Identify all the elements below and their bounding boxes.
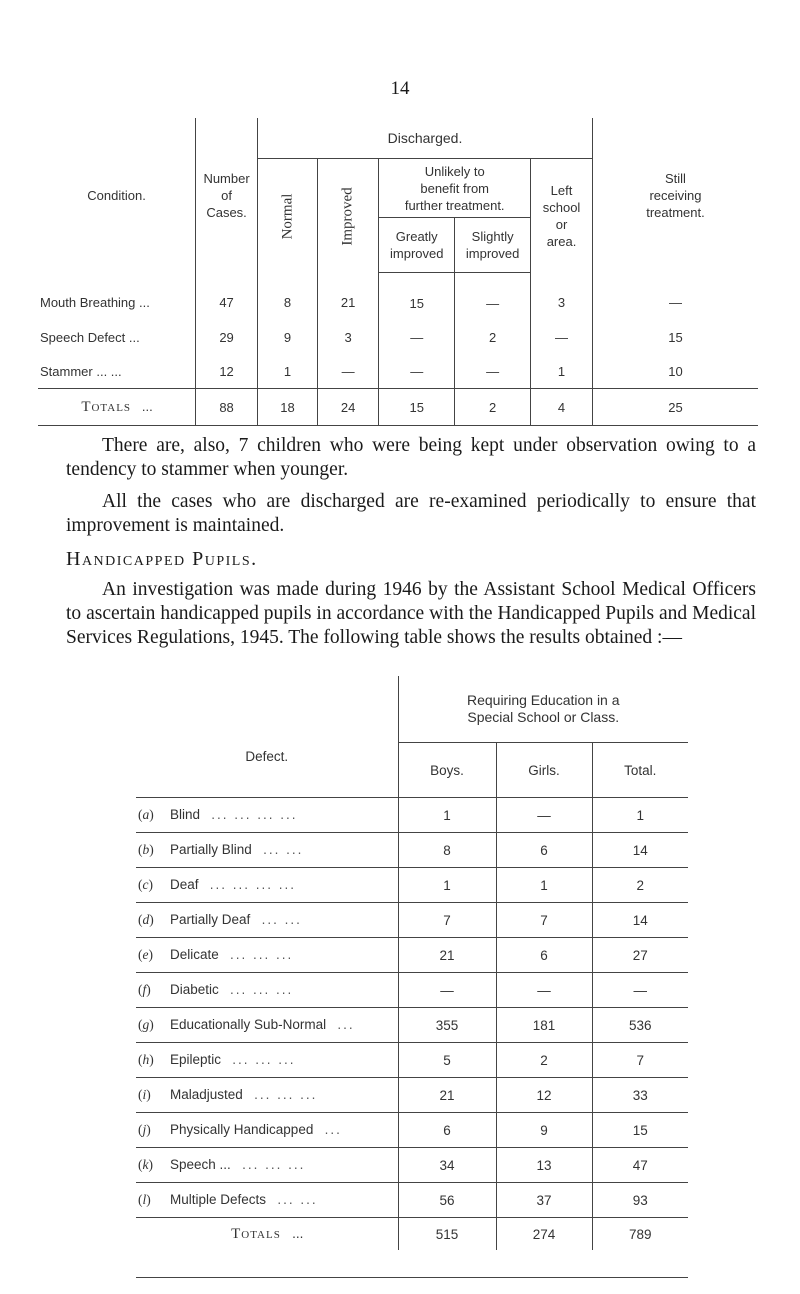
total-cell: 33: [592, 1078, 688, 1113]
table-row: (k) Speech ... ... ... ... 34 13 47: [136, 1148, 688, 1183]
defect-label: Speech ...: [170, 1157, 231, 1172]
defect-label: Diabetic: [170, 982, 219, 997]
boys-cell: 1: [398, 798, 496, 833]
boys-cell: 21: [398, 1078, 496, 1113]
girls-cell: 13: [496, 1148, 592, 1183]
defect-label: Partially Deaf: [170, 912, 251, 927]
totals-row: Totals ... 515 274 789: [136, 1218, 688, 1251]
handicapped-pupils-table: [136, 676, 688, 1250]
defect-label: Epileptic: [170, 1052, 222, 1067]
defect-label: Multiple Defects: [170, 1192, 267, 1207]
table-row: (h) Epileptic ... ... ... 5 2 7: [136, 1043, 688, 1078]
still-receiving-header: Still receiving treatment.: [592, 118, 758, 273]
improved-header: Improved: [317, 159, 378, 273]
total-cell: 14: [592, 833, 688, 868]
requiring-education-header: Requiring Education in a Special School or Class.: [398, 676, 688, 743]
greatly-improved-header: Greatly improved: [379, 218, 455, 273]
boys-cell: 34: [398, 1148, 496, 1183]
table-row: (l) Multiple Defects ... ... 56 37 93: [136, 1183, 688, 1218]
total-cell: 15: [592, 1113, 688, 1148]
girls-cell: 12: [496, 1078, 592, 1113]
observation-paragraph: There are, also, 7 children who were being kept under observation owing to a tendency to stammer when younger.: [66, 435, 756, 480]
boys-cell: —: [398, 973, 496, 1008]
boys-cell: 355: [398, 1008, 496, 1043]
reexamined-paragraph: All the cases who are discharged are re-examined periodically to ensure that improvement is maintained.: [66, 491, 756, 536]
table-row: (i) Maladjusted ... ... ... 21 12 33: [136, 1078, 688, 1113]
totals-row: Totals ... 88 18 24 15 2 4 25: [38, 389, 758, 426]
girls-cell: —: [496, 973, 592, 1008]
girls-cell: 37: [496, 1183, 592, 1218]
boys-cell: 5: [398, 1043, 496, 1078]
defect-label: Maladjusted: [170, 1087, 243, 1102]
defect-label: Partially Blind: [170, 842, 252, 857]
table-row: (a) Blind ... ... ... ... 1 — 1: [136, 798, 688, 833]
girls-cell: 2: [496, 1043, 592, 1078]
total-cell: 47: [592, 1148, 688, 1183]
slightly-improved-header: Slightly improved: [455, 218, 531, 273]
defect-label: Delicate: [170, 947, 219, 962]
girls-cell: 9: [496, 1113, 592, 1148]
total-cell: 2: [592, 868, 688, 903]
girls-cell: —: [496, 798, 592, 833]
defect-label: Deaf: [170, 877, 199, 892]
total-cell: 27: [592, 938, 688, 973]
total-cell: 1: [592, 798, 688, 833]
defect-label: Physically Handicapped: [170, 1122, 314, 1137]
defect-label: Educationally Sub-Normal: [170, 1017, 327, 1032]
girls-header: Girls.: [496, 743, 592, 798]
investigation-paragraph: An investigation was made during 1946 by the Assistant School Medical Officers to ascertain handicapped pupils in accordance with the Handicapped Pupils and Medical Services Regulations, 1945. The following table shows the results obtained :—: [66, 579, 756, 648]
total-cell: —: [592, 973, 688, 1008]
girls-cell: 6: [496, 938, 592, 973]
condition-header: Condition.: [87, 187, 146, 203]
table-row: (c) Deaf ... ... ... ... 1 1 2: [136, 868, 688, 903]
table-row: (f) Diabetic ... ... ... — — —: [136, 973, 688, 1008]
total-header: Total.: [592, 743, 688, 798]
total-cell: 536: [592, 1008, 688, 1043]
discharged-header: Discharged.: [258, 118, 593, 159]
defect-header: Defect.: [136, 676, 398, 798]
table-row: (d) Partially Deaf ... ... 7 7 14: [136, 903, 688, 938]
boys-cell: 8: [398, 833, 496, 868]
total-cell: 93: [592, 1183, 688, 1218]
defect-label: Blind: [170, 807, 201, 822]
total-cell: 7: [592, 1043, 688, 1078]
table-row: (j) Physically Handicapped ... 6 9 15: [136, 1113, 688, 1148]
boys-cell: 7: [398, 903, 496, 938]
section-heading: Handicapped Pupils.: [66, 548, 258, 570]
table-row: (e) Delicate ... ... ... 21 6 27: [136, 938, 688, 973]
boys-cell: 1: [398, 868, 496, 903]
table-row: Speech Defect ... 29 9 3 — 2 — 15: [38, 320, 758, 354]
girls-cell: 181: [496, 1008, 592, 1043]
unlikely-to-benefit-header: Unlikely to benefit from further treatment.: [379, 159, 531, 218]
number-of-cases-header: Number of Cases.: [196, 118, 258, 273]
page-number: 14: [390, 78, 410, 99]
table-bottom-rule: [136, 1277, 688, 1278]
girls-cell: 7: [496, 903, 592, 938]
table-row: (b) Partially Blind ... ... 8 6 14: [136, 833, 688, 868]
boys-cell: 6: [398, 1113, 496, 1148]
total-cell: 14: [592, 903, 688, 938]
table-row: (g) Educationally Sub-Normal ... 355 181 536: [136, 1008, 688, 1043]
left-school-header: Left school or area.: [531, 159, 593, 273]
boys-cell: 21: [398, 938, 496, 973]
girls-cell: 6: [496, 833, 592, 868]
boys-cell: 56: [398, 1183, 496, 1218]
table-row: Stammer ... ... 12 1 — — — 1 10: [38, 354, 758, 389]
boys-header: Boys.: [398, 743, 496, 798]
speech-clinic-table: [38, 118, 758, 426]
normal-header: Normal: [258, 159, 318, 273]
table-row: Mouth Breathing ... 47 8 21 15 — 3 —: [38, 273, 758, 321]
girls-cell: 1: [496, 868, 592, 903]
